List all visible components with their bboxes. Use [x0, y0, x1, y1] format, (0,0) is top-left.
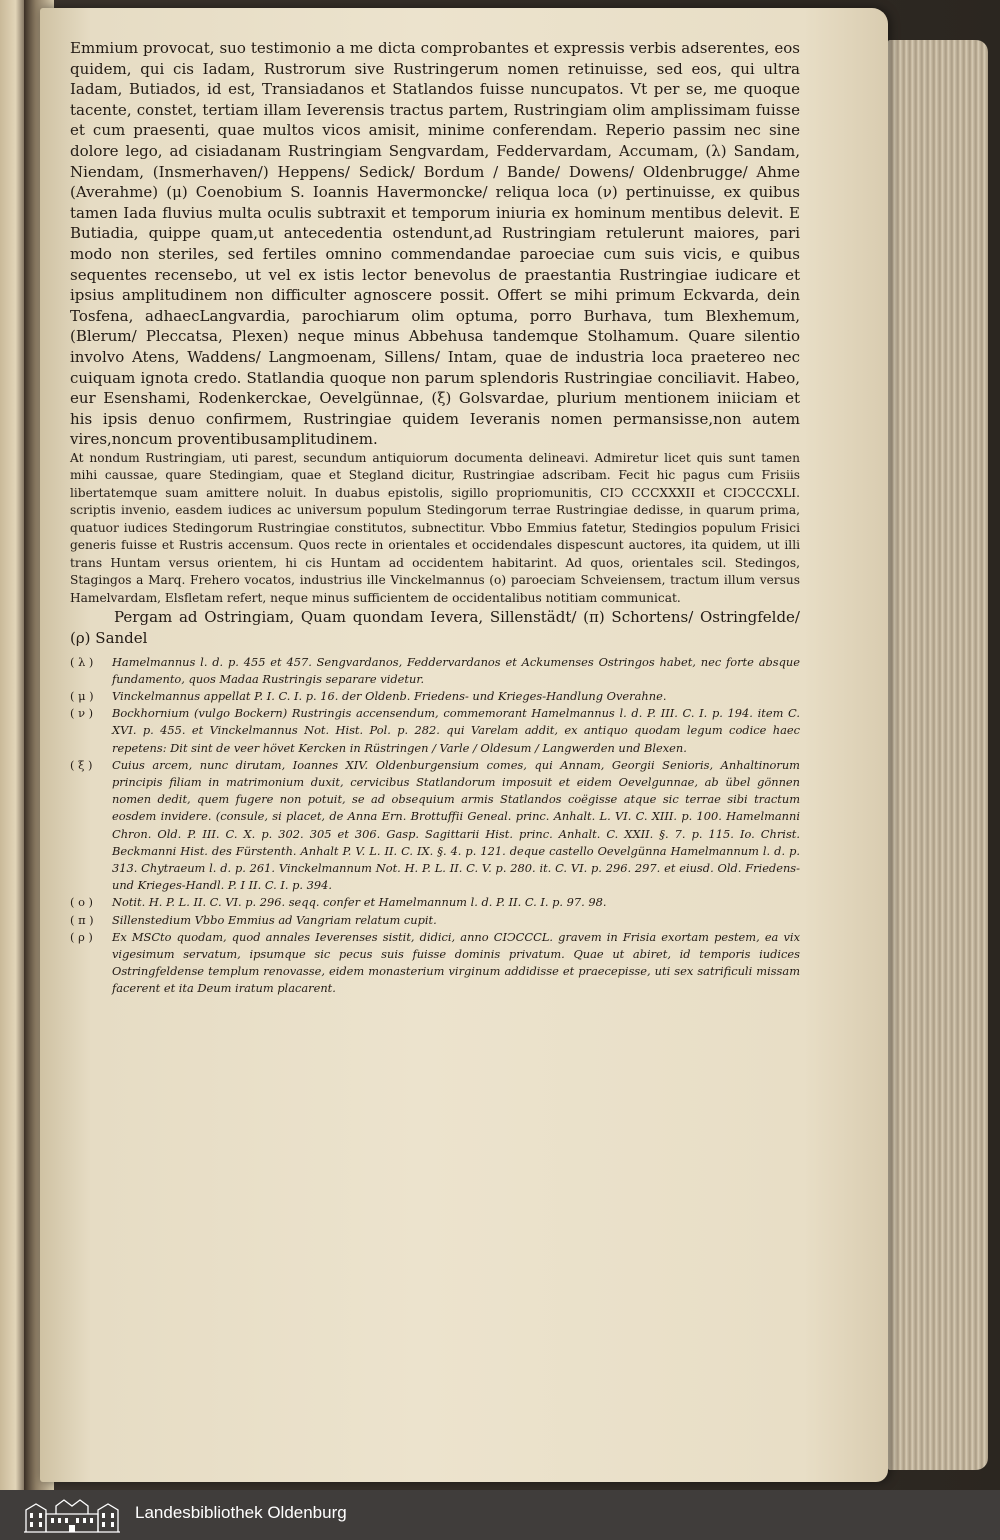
page-text — [70, 38, 800, 998]
footnote-mark: ( ο ) — [70, 895, 93, 910]
ostringia-line: Pergam ad Ostringiam, Quam quondam Ievera, Sillenstädt/ (π) Schortens/ Ostringfelde/ (ρ) Sandel — [70, 608, 800, 647]
footnote-mark: ( ν ) — [70, 706, 94, 721]
footnote-mark: ( ρ ) — [70, 929, 93, 944]
footnotes — [70, 654, 800, 998]
library-footer — [0, 1490, 1000, 1540]
footnote-text: Bockhornium (vulgo Bockern) Rustringis accensendum, commemorant Hamelmannus l. d. P. III. C. I. p. 194. item C. XVI. p. 455. et Vinckelmannus Not. Hist. Pol. p. 282. qui Varelam addit, ex antiquo quodam legum codice haec repetens: Dit sint de veer hövet Kercken in Rüstringen / Varle / Oldesum / Langwerden und Blexen. — [112, 706, 800, 755]
footnote — [70, 654, 800, 688]
footnote-text: Vinckelmannus appellat P. I. C. I. p. 16. der Oldenb. Friedens- und Krieges-Handlung Overahne. — [112, 688, 667, 703]
library-name: Landesbibliothek Oldenburg — [135, 1503, 347, 1522]
footnote-text: Sillenstedium Vbbo Emmius ad Vangriam relatum cupit. — [112, 912, 437, 927]
footnote-mark: ( ξ ) — [70, 757, 93, 772]
footnote — [70, 705, 800, 757]
footnote — [70, 912, 800, 929]
footnote — [70, 757, 800, 895]
stedingia-paragraph: At nondum Rustringiam, uti parest, secundum antiquiorum documenta delineavi. Admiretur licet quis sunt tamen mihi caussae, quare Stedingiam, quae et Stegland dicitur, Rustringiae adscribam. Fecit hic pagus cum Frisiis libertatemque suam amittere noluit. In duabus epistolis, sigillo propriomunitis, CIↃ CCCXXXII et CIↃCCCXLI. scriptis invenio, easdem iudices ac universum populum Stedingorum terrae Rustringiae dedisse, in quarum prima, quatuor iudices Stedingorum Rustringiae constitutos, subnectitur. Vbbo Emmius fatetur, Stedingios populum Frisici generis fuisse et Rustris accensum. Quos recte in orientales et occidendales dispescunt auctores, ita quidem, ut illi trans Huntam versus orientem, hi cis Huntam ad occidentem habitarint. Ad quos, orientales scil. Stedingos, Stagingos a Marq. Frehero vocatos, industrius ille Vinckelmannus (ο) paroeciam Schveiensem, tractum illum versus Hamelvardam, Elsfletam refert, neque minus sufficientem de occidentalibus notitiam communicat. — [70, 450, 800, 605]
stacked-page-edges — [888, 40, 988, 1470]
library-building-icon — [22, 1496, 122, 1534]
footnote-text: Ex MSCto quodam, quod annales Ieverenses sistit, didici, anno CIↃCCCL. gravem in Frisia exortam pestem, ea vix vigesimum servatum, ipsumque sic pecus suis fuisse dominis privatum. Quae ut abiret, id temporis iudices Ostringfeldense templum renovasse, eidem monasterium virginum addidisse et praecepisse, uti sex satrificuli missam facerent et ita Deum iratum placarent. — [112, 929, 800, 996]
footnote-mark: ( μ ) — [70, 688, 94, 703]
footnote-text: Notit. H. P. L. II. C. VI. p. 296. seqq. confer et Hamelmannum l. d. P. II. C. I. p. 97. 98. — [112, 895, 607, 910]
footnote — [70, 929, 800, 998]
footnote-text: Cuius arcem, nunc dirutam, Ioannes XIV. Oldenburgensium comes, qui Annam, Georgii Senioris, Anhaltinorum principis filiam in matrimonium duxit, cervicibus Statlandorum imposuit et eidem Oevelgunnae, ab übel gönnen nomen dedit, quem fugere non potuit, se ad obsequium armis Statlandos coëgisse atque sic terrae sibi tractum eosdem invidere. (consule, si placet, de Anna Ern. Brottuffii Geneal. princ. Anhalt. L. VI. C. XIII. p. 100. Hamelmanni Chron. Old. P. III. C. X. p. 302. 305 et 306. Gasp. Sagittarii Hist. princ. Anhalt. C. XXII. §. 7. p. 115. Io. Christ. Beckmanni Hist. des Fürstenth. Anhalt P. V. L. II. C. IX. §. 4. p. 121. deque castello Oevelgünna Hamelmannum l. d. p. 313. Chytraeum l. d. p. 261. Vinckelmannum Not. H. P. L. II. C. V. p. 280. it. C. VI. p. 296. 297. et eiusd. Old. Friedens- und Krieges-Handl. P. I II. C. I. p. 394. — [112, 757, 800, 893]
footnote — [70, 894, 800, 911]
footnote — [70, 688, 800, 705]
footnote-mark: ( π ) — [70, 912, 94, 927]
footnote-text: Hamelmannus l. d. p. 455 et 457. Sengvardanos, Feddervardanos et Ackumenses Ostringos habet, nec forte absque fundamento, quos Madaa Rustringis separare videtur. — [112, 654, 800, 686]
footnote-mark: ( λ ) — [70, 654, 94, 669]
main-paragraph: Emmium provocat, suo testimonio a me dicta comprobantes et expressis verbis adserentes, eos quidem, qui cis Iadam, Rustrorum sive Rustringerum nomen retinuisse, sed eos, qui ultra Iadam, Butiados, id est, Transiadanos et Statlandos fuisse nuncupatos. Vt per se, me quoque tacente, constet, tertiam illam Ieverensis tractus partem, Rustringiam olim amplissimam fuisse et cum praesenti, quae multos vicos amisit, minime conferendam. Reperio passim nec sine dolore lego, ad cisiadanam Rustringiam Sengvardam, Feddervardam, Accumam, (λ) Sandam, Niendam, (Insmerhaven/) Heppens/ Sedick/ Bordum / Bande/ Dowens/ Oldenbrugge/ Ahme (Averahme) (μ) Coenobium S. Ioannis Havermoncke/ reliqua loca (ν) pertinuisse, ex quibus tamen Iada fluvius multa oculis subtraxit et temporum iniuria ex hominum mentibus delevit. E Butiadia, quippe quam,ut antecedentia ostendunt,ad Rustringiam retulerunt maiores, pari modo non steriles, sed fertiles omnino commendandae paroeciae cum suis vicis, e quibus sequentes recensebo, ut vel ex istis lector benevolus de praestantia Rustringiae iudicare et ipsius amplitudinem non difficulter agnoscere possit. Offert se mihi primum Eckvarda, dein Tosfena, adhaecLangvardia, parochiarum olim optuma, porro Burhava, tum Blexhemum, (Blerum/ Pleccatsa, Plexen) neque minus Abbehusa tandemque Stolhamum. Quare silentio involvo Atens, Waddens/ Langmoenam, Sillens/ Intam, quae de industria loca praetereo nec cuiquam ignota credo. Statlandia quoque non parum splendoris Rustringiae conciliavit. Habeo, eur Esenshami, Rodenkerckae, Oevelgünnae, (ξ) Golsvardae, plurium mentionem iniiciam et his ipsis denuo confirmem, Rustringiae quidem Ieveranis nomen permansisse,non autem vires,noncum proventibusamplitudinem. — [70, 39, 800, 449]
facing-page-edge — [0, 0, 26, 1490]
